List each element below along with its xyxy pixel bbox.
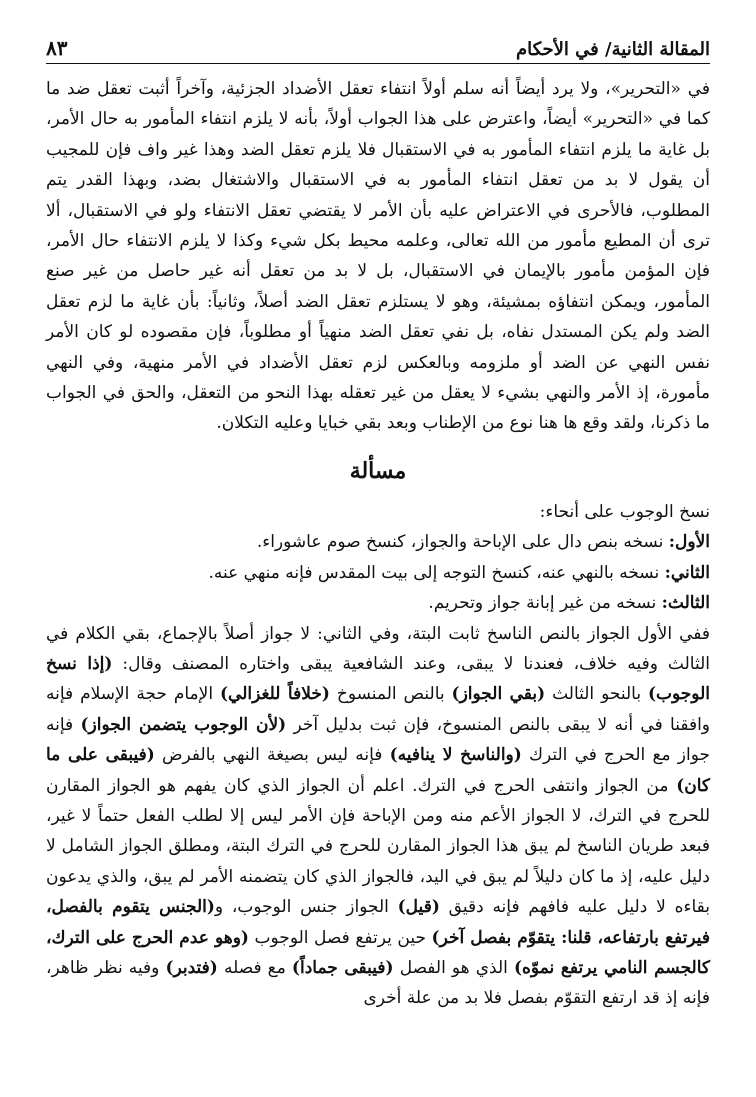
bold-quote: (لأن الوجوب يتضمن الجواز): [80, 714, 287, 735]
item-text: نسخه بنص دال على الإباحة والجواز، كنسخ صوم عاشوراء.: [256, 532, 669, 553]
item-text: نسخه بالنهي عنه، كنسخ التوجه إلى بيت المقدس فإنه منهي عنه.: [208, 562, 665, 583]
text-run: وفيه نظر ظاهر، فإنه إذ قد ارتفع التقوّم بفصل فلا بد من علة أخرى: [46, 957, 710, 1009]
list-item: [46, 558, 710, 588]
text-run: من الجواز وانتفى الحرج في الترك. اعلم أن الجواز الذي كان يفهم هو الجواز المقارن للحرج في الترك، لا الجواز الأعم منه ومن الإباحة فإن الأمر ليس إلا لطلب الفعل حتماً لا غير، فبعد طريان الناسخ لم يبق هذا الجواز المقارن للحرج في الترك البتة، ومطلق الجواز الشامل لا دليل عليه، إذ ما كان دليلاً لم يبق في اليد، فالجواز الذي كان يتضمنه الأمر لم يبق، والذي يدعون بقاءه لا دليل عليه فافهم فإنه دقيق: [46, 775, 710, 918]
bold-quote: (خلافاً للغزالي): [219, 684, 330, 705]
text-run: بالنحو الثالث: [545, 684, 648, 705]
text-run: فإنه جواز مع الحرج في الترك: [46, 714, 710, 766]
text-run: حين يرتفع فصل الوجوب: [248, 927, 432, 948]
item-label: الأول:: [668, 532, 710, 553]
bold-quote: (والناسخ لا ينافيه): [389, 745, 522, 766]
list-item: [46, 588, 710, 618]
running-head: المقالة الثانية/ في الأحكام: [515, 39, 710, 60]
text-run: الجواز جنس الوجوب، و: [214, 897, 398, 918]
bold-quote: (فتدبر): [165, 957, 218, 978]
header-rule: [46, 63, 710, 64]
text-run: ففي الأول الجواز بالنص الناسخ ثابت البتة، وفي الثاني: لا جواز أصلاً بالإجماع، بقي الكلام في الثالث وفيه خلاف، فعندنا لا يبقى، وعند الشافعية يبقى واختاره المصنف وقال:: [46, 623, 710, 674]
bold-quote: (الجنس يتقوم بالفصل، فيرتفع بارتفاعه، قلنا: يتقوّم بفصل آخر): [46, 897, 711, 948]
list-intro: نسخ الوجوب على أنحاء:: [539, 501, 710, 522]
text-run: فإنه ليس بصيغة النهي بالفرض: [154, 745, 390, 766]
paragraph-2: [46, 619, 710, 1014]
text-run: مع فصله: [217, 957, 292, 978]
page-header: [46, 30, 710, 60]
bold-quote: (إذا نسخ الوجوب): [46, 653, 710, 705]
bold-quote: (فيبقى على ما كان): [46, 745, 710, 796]
bold-quote: (وهو عدم الحرج على الترك، كالجسم النامي يرتفع نموّه): [46, 927, 710, 978]
item-label: الثالث:: [661, 593, 710, 614]
item-text: نسخه من غير إبانة جواز وتحريم.: [428, 593, 662, 614]
text-run: بالنص المنسوخ: [329, 684, 452, 705]
bold-quote: (قيل): [397, 897, 440, 918]
item-label: الثاني:: [664, 562, 710, 583]
section-title: مسألة: [349, 457, 407, 484]
ways-list: [46, 527, 710, 618]
list-item: [46, 527, 710, 557]
text-run: الإمام حجة الإسلام فإنه وافقنا في أنه لا يبقى بالنص المنسوخ، فإن ثبت بدليل آخر: [46, 684, 710, 735]
paragraph-1: في «التحرير»، ولا يرد أيضاً أنه سلم أولاً انتفاء تعقل الأضداد الجزئية، وآخراً أثبت تعقل ضد ما كما في «التحرير» أيضاً، واعترض على هذا الجواب أولاً، بأنه لا يلزم انتفاء المأمور به حال الأمر، بل غاية ما يلزم انتفاء المأمور به في الاستقبال فلا يلزم تعقل الضد وهذا غير واف فإن للمجيب أن يقول لا بد من تعقل انتفاء المأمور به في الاستقبال والاشتغال بضد، وبهذا القدر يتم المطلوب، فالأحرى في الاعتراض عليه بأن الأمر لا يقتضي تعقل الانتفاء ولو في الاستقبال، ألا ترى أن المطيع مأمور من الله تعالى، وعلمه محيط بكل شيء وكذا لا يلزم الانتفاء حال الأمر، فإن المؤمن مأمور بالإيمان في الاستقبال، بل لا بد من تعقل أنه غير حاصل من غير صنع المأمور، ويمكن انتفاؤه بمشيئة، وهو لا يستلزم تعقل الضد أصلاً، وثانياً: بأن غاية ما لزم تعقل الضد ولم يكن المستدل نفاه، بل نفي تعقل الضد منهياً أو مطلوباً، فإن مقصوده لو كان الأمر نفس النهي عن الضد أو ملزومه وبالعكس لزم تعقل الأضداد في الأمر منهية، وفي النهي مأمورة، إذ الأمر والنهي بشيء لا يعقل من غير تعقله بهذا النحو من التعقل، والحق في الجواب ما ذكرنا، ولقد وقع ها هنا نوع من الإطناب وبعد بقي خبايا وعليه التكلان.: [46, 79, 710, 434]
bold-quote: (فيبقى جماداً): [291, 957, 394, 978]
page-number: ٨٣: [46, 36, 68, 60]
bold-quote: (بقي الجواز): [451, 684, 546, 705]
text-run: الذي هو الفصل: [393, 957, 514, 978]
